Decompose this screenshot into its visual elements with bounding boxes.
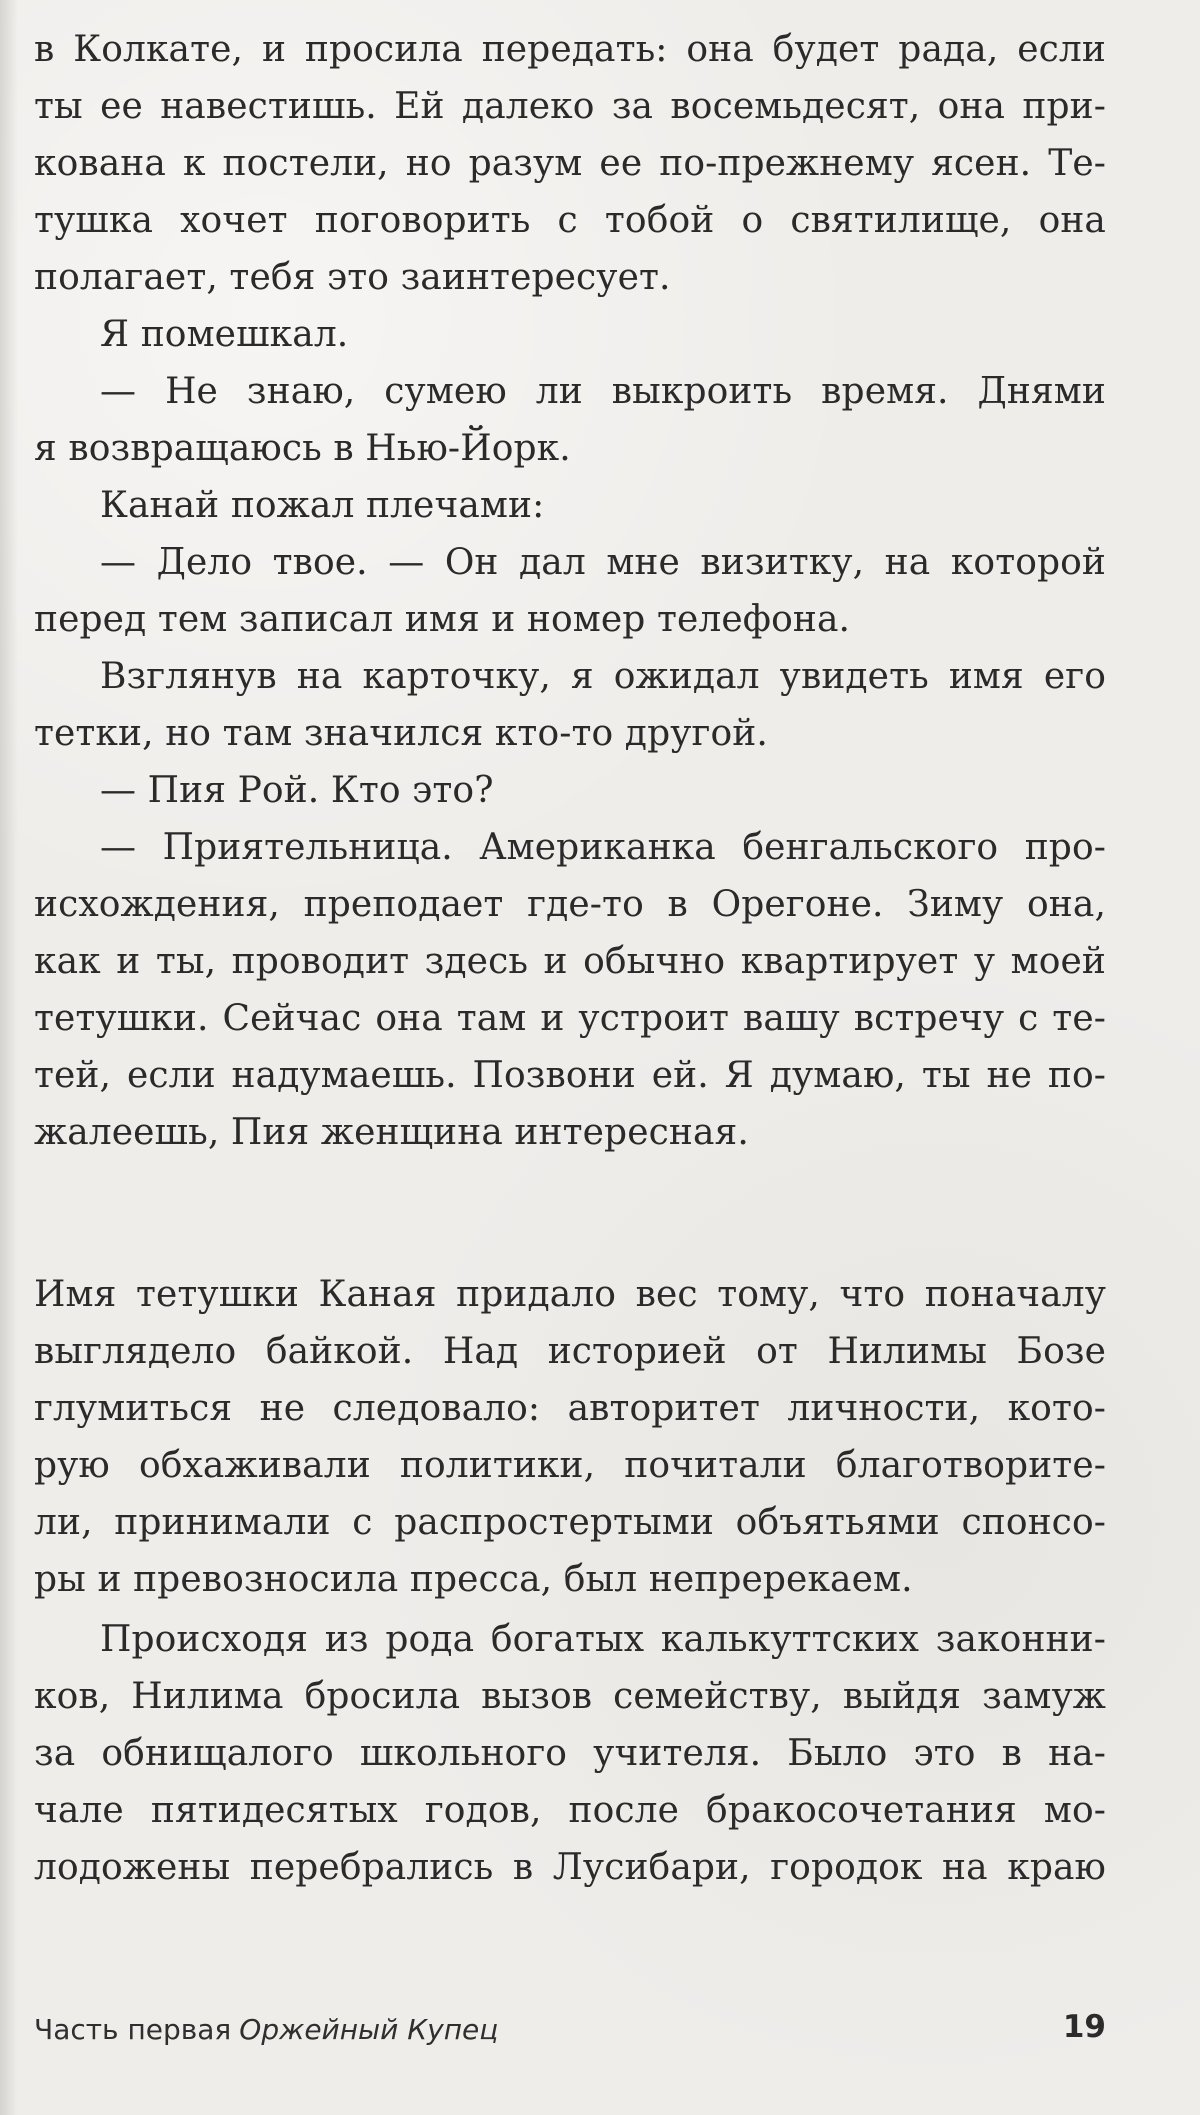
text-line: — Дело твое. — Он дал мне визитку, на которой (100, 542, 1106, 583)
text-line: исхождения, преподает где-то в Орегоне. Зиму она, (34, 884, 1106, 925)
part-label: Часть первая (34, 2013, 232, 2046)
text-line: в Колкате, и просила передать: она будет рада, если (34, 29, 1106, 70)
text-line: за обнищалого школьного учителя. Было это в на- (34, 1733, 1106, 1774)
text-line: ры и превозносила пресса, был непререкаем. (34, 1559, 913, 1600)
text-line: тушка хочет поговорить с тобой о святилище, она (34, 200, 1106, 241)
text-line: выглядело байкой. Над историей от Нилимы Бозе (34, 1331, 1106, 1372)
text-line: ты ее навестишь. Ей далеко за восемьдесят, она при- (34, 86, 1106, 127)
page-spine-shadow (0, 0, 18, 2115)
text-line: перед тем записал имя и номер телефона. (34, 599, 851, 640)
page-number: 19 (1062, 2009, 1106, 2045)
text-line: кована к постели, но разум ее по-прежнему ясен. Те- (34, 143, 1106, 184)
text-line: тетки, но там значился кто-то другой. (34, 713, 768, 754)
text-line: чале пятидесятых годов, после бракосочетания мо- (34, 1790, 1106, 1831)
text-line: Имя тетушки Каная придало вес тому, что поначалу (34, 1274, 1106, 1315)
text-line: Происходя из рода богатых калькуттских законни- (100, 1619, 1106, 1660)
text-line: ли, принимали с распростертыми объятьями спонсо- (34, 1502, 1106, 1543)
text-line: как и ты, проводит здесь и обычно квартирует у моей (34, 941, 1106, 982)
part-title: Оржейный Купец (239, 2013, 499, 2046)
text-line: жалеешь, Пия женщина интересная. (34, 1112, 749, 1153)
text-line: глумиться не следовало: авторитет личности, кото- (34, 1388, 1106, 1429)
text-line: — Пия Рой. Кто это? (100, 770, 494, 811)
text-line: Канай пожал плечами: (100, 485, 545, 526)
text-line: тей, если надумаешь. Позвони ей. Я думаю, ты не по- (34, 1055, 1106, 1096)
text-line: лодожены перебрались в Лусибари, городок на краю (34, 1847, 1106, 1888)
running-footer (34, 2010, 498, 2050)
text-line: рую обхаживали политики, почитали благотворите- (34, 1445, 1106, 1486)
text-line: тетушки. Сейчас она там и устроит вашу встречу с те- (34, 998, 1106, 1039)
text-line: — Приятельница. Американка бенгальского про- (100, 827, 1106, 868)
text-line: полагает, тебя это заинтересует. (34, 257, 671, 298)
text-line: Я помешкал. (100, 314, 349, 355)
text-line: — Не знаю, сумею ли выкроить время. Днями (100, 371, 1106, 412)
text-line: я возвращаюсь в Нью-Йорк. (34, 428, 571, 469)
text-line: Взглянув на карточку, я ожидал увидеть имя его (100, 656, 1106, 697)
text-line: ков, Нилима бросила вызов семейству, выйдя замуж (34, 1676, 1106, 1717)
